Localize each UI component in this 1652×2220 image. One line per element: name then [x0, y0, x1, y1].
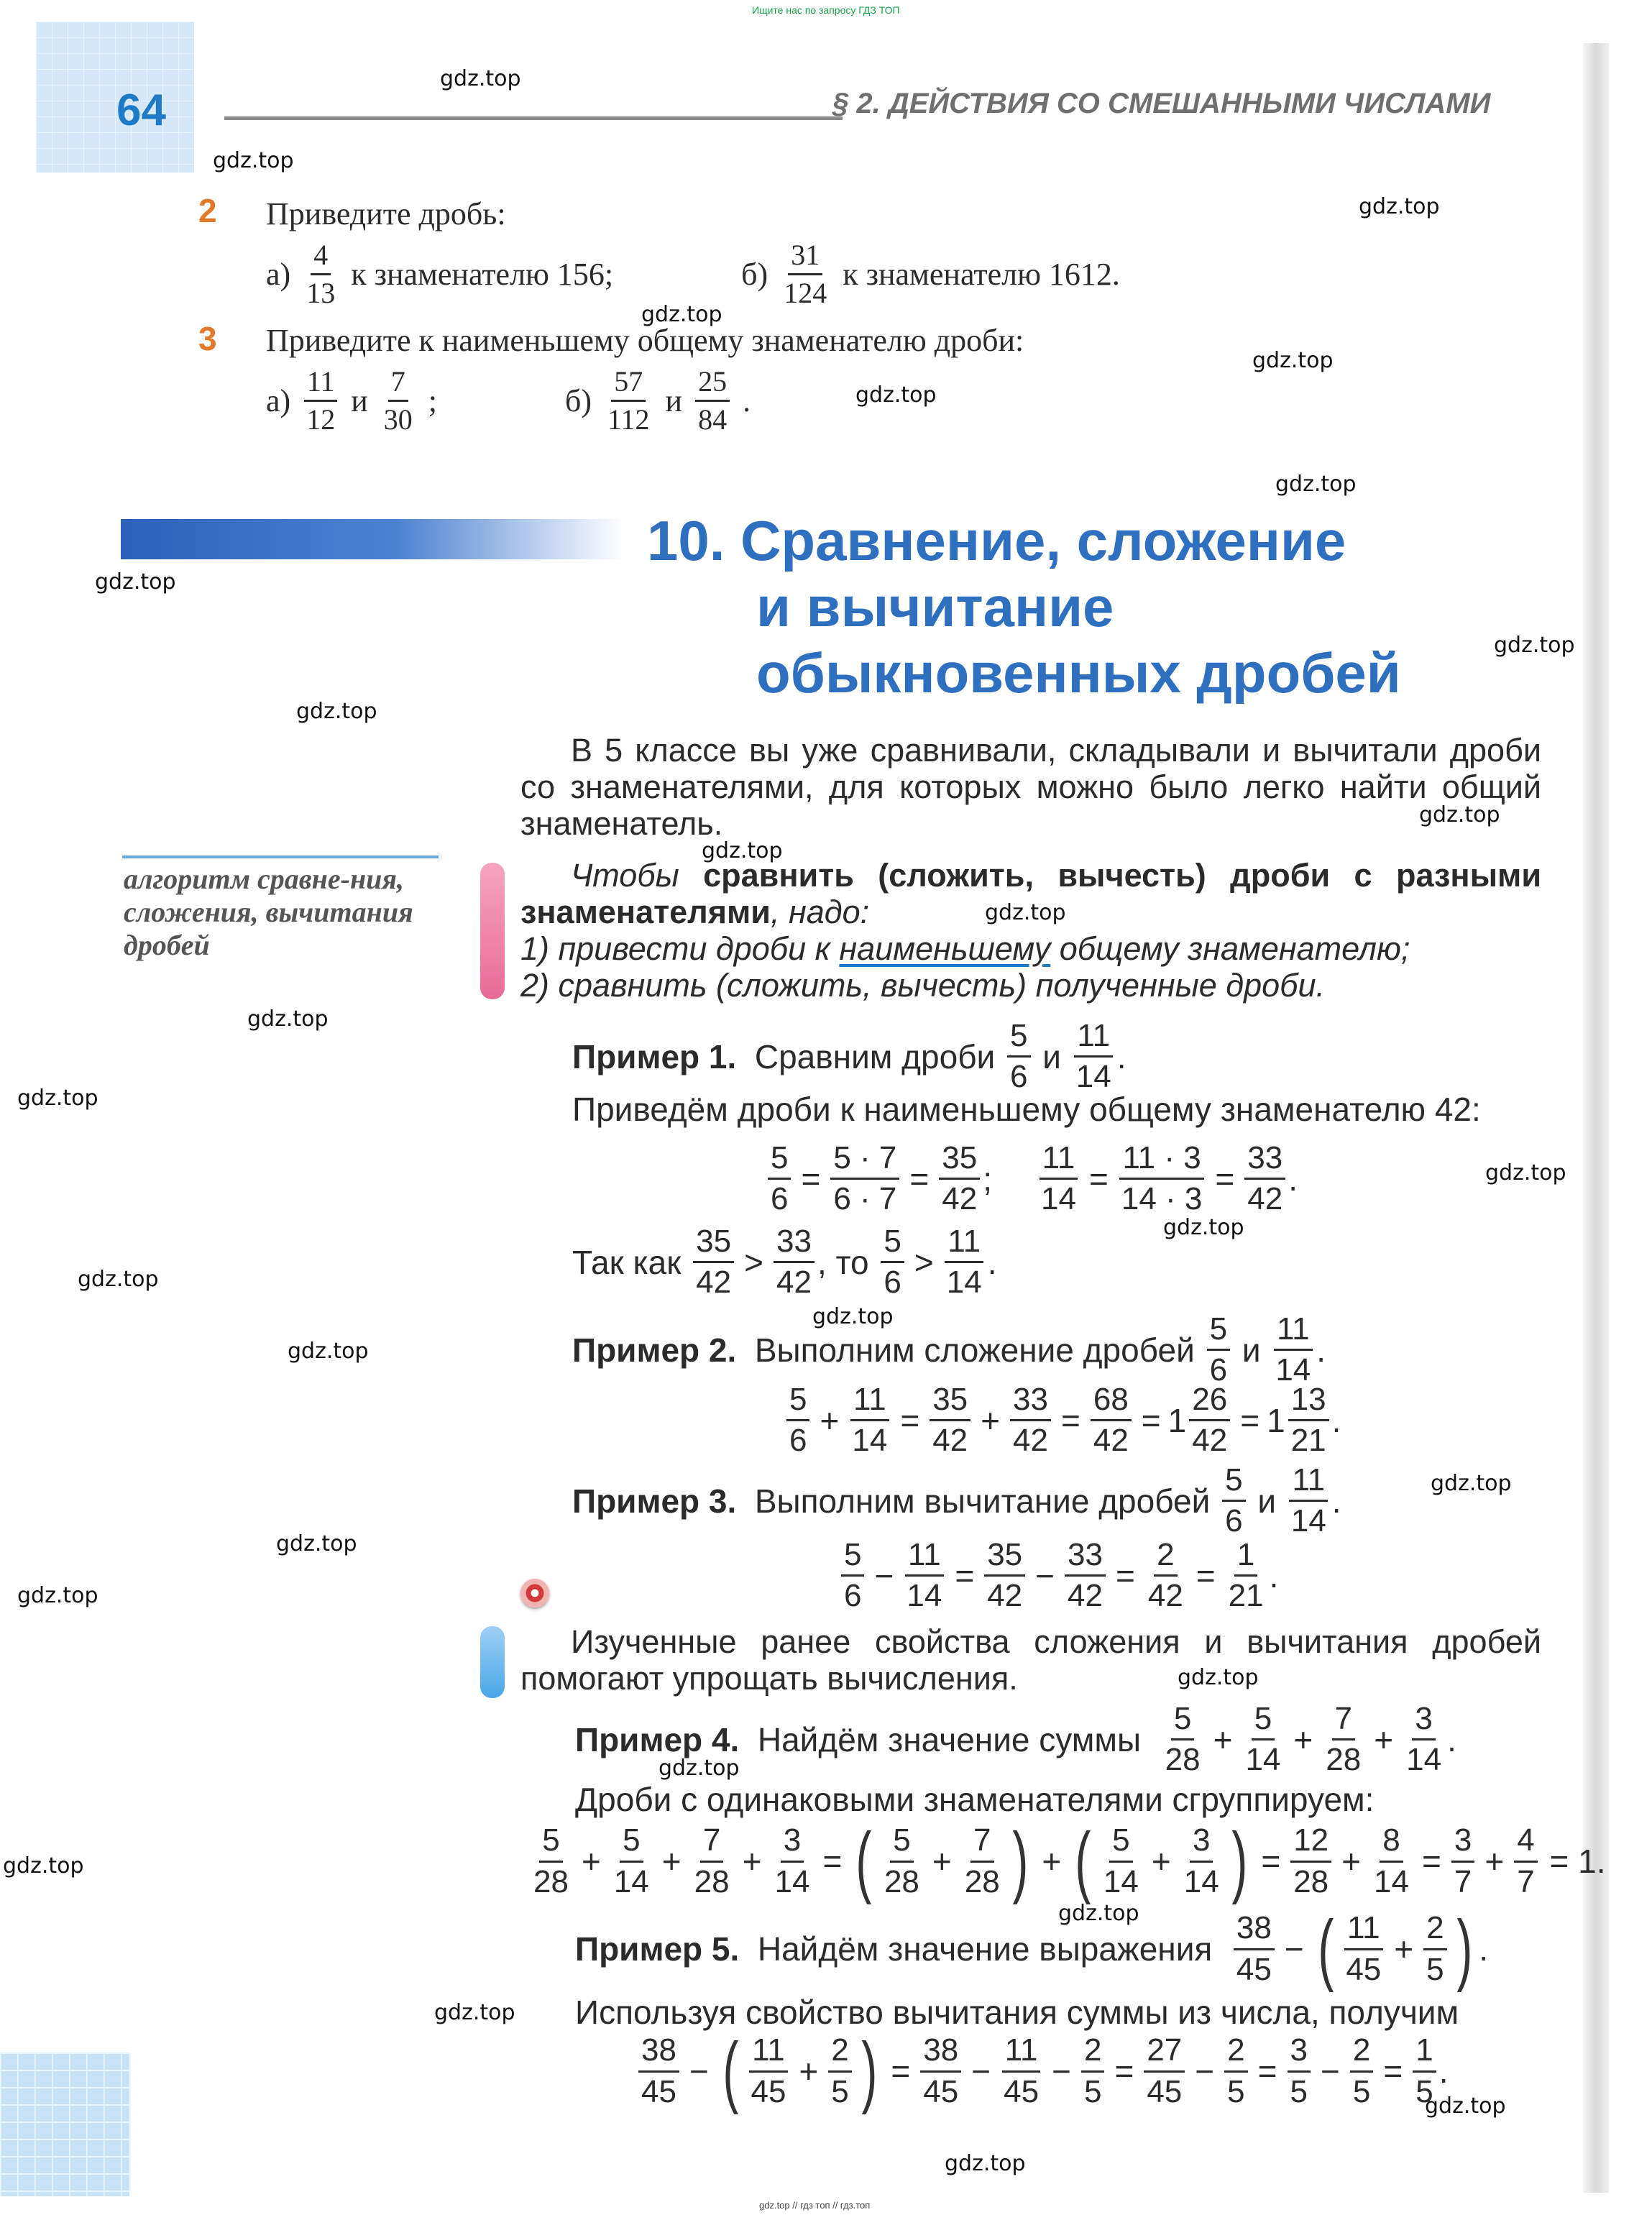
header-title: § 2. ДЕЙСТВИЯ СО СМЕШАННЫМИ ЧИСЛАМИ [832, 88, 1491, 119]
watermark: gdz.top [855, 382, 937, 408]
task3-text: Приведите к наименьшему общему знаменателю дроби: [266, 323, 1024, 358]
section-bar [121, 519, 624, 559]
watermark: gdz.top [1419, 802, 1500, 827]
rule-paragraph: Чтобы сравнить (сложить, вычесть) дроби с разными знаменателями, надо: 1) привести дроби к наименьшему общему знаменателю; 2) сравнить (сложить, вычесть) полученные дроби. [520, 857, 1541, 1004]
watermark: gdz.top [1485, 1160, 1566, 1185]
fraction: $\frac{57}{112}$ [607, 365, 650, 436]
example1-heading: Пример 1. Сравним дроби $\frac{5}{6}$ и $\frac{11}{14}$ . [572, 1018, 1126, 1095]
task3-items: а) $\frac{11}{12}$ и $\frac{7}{30}$ ; б) $\frac{57}{112}$ и $\frac{25}{84}$ . [266, 365, 751, 436]
task2-items: а) $\frac{4}{13}$ к знаменателю 156; б) $\frac{31}{124}$ к знаменателю 1612. [266, 239, 1120, 309]
watermark: gdz.top [985, 900, 1066, 925]
fraction: $\frac{7}{30}$ [383, 365, 413, 436]
watermark: gdz.top [78, 1267, 159, 1292]
margin-note: алгоритм сравне-ния, сложения, вычитания дробей [124, 863, 413, 961]
example1-conversion: $\frac{5}{6}$ = $\frac{5 \cdot 7}{6 \cdot 7}$ = $\frac{35}{42}$ ; $\frac{11}{14}$ = $\frac{11 \cdot 3}{14 \cdot 3}$ = $\frac{33}{42}$ . [765, 1142, 1298, 1216]
fraction: $\frac{31}{124}$ [784, 239, 827, 309]
properties-paragraph: Изученные ранее свойства сложения и вычитания дробей помогают упрощать вычисления. [520, 1623, 1541, 1697]
task-number: 3 [198, 320, 217, 357]
example5-calculation: $\frac{38}{45}$ − ( $\frac{11}{45}$ + $\frac{2}{5}$ ) = $\frac{38}{45}$ − $\frac{11}{45}$ − $\frac{2}{5}$ = $\frac{27}{45}$ − $\frac{2}{5}$ = $\frac{3}{5}$ − $\frac{2}{5}$ = $\frac{1}{5}$ . [635, 2032, 1448, 2111]
info-marker [480, 1626, 505, 1698]
bottom-note: gdz.top // гдз топ // гдз.топ [759, 2200, 871, 2211]
task-number: 2 [198, 192, 217, 229]
example3-calculation: $\frac{5}{6}$ − $\frac{11}{14}$ = $\frac{35}{42}$ − $\frac{33}{42}$ = $\frac{2}{42}$ = $\frac{1}{21}$ . [838, 1538, 1278, 1613]
example5-line2: Используя свойство вычитания суммы из числа, получим [575, 1994, 1459, 2031]
watermark: gdz.top [1494, 633, 1575, 658]
watermark: gdz.top [1431, 1471, 1512, 1496]
example4-line2: Дроби с одинаковыми знаменателями сгруппируем: [575, 1781, 1375, 1818]
watermark: gdz.top [1275, 472, 1357, 497]
watermark: gdz.top [1359, 194, 1440, 219]
rule-marker [480, 863, 505, 999]
example4-heading: Пример 4. Найдём значение суммы $\frac{5}{28}$ + $\frac{5}{14}$ + $\frac{7}{28}$ + $\frac{3}{14}$ . [575, 1701, 1456, 1778]
watermark: gdz.top [3, 1853, 84, 1879]
watermark: gdz.top [1252, 348, 1334, 373]
watermark: gdz.top [95, 569, 176, 595]
fraction: $\frac{11}{12}$ [303, 367, 338, 435]
example1-line2: Приведём дроби к наименьшему общему знаменателю 42: [572, 1091, 1481, 1128]
bottom-tiles-decoration [0, 2052, 129, 2196]
watermark: gdz.top [812, 1304, 894, 1329]
fraction: $\frac{25}{84}$ [695, 367, 730, 435]
watermark: gdz.top [1425, 2093, 1506, 2119]
watermark: gdz.top [17, 1583, 98, 1608]
watermark: gdz.top [434, 2000, 515, 2025]
target-icon [520, 1579, 549, 1607]
header-rule [224, 116, 843, 120]
watermark: gdz.top [213, 148, 294, 173]
watermark: gdz.top [1058, 1901, 1139, 1926]
watermark: gdz.top [276, 1531, 357, 1556]
watermark: gdz.top [1178, 1665, 1259, 1690]
example3-heading: Пример 3. Выполним вычитание дробей $\frac{5}{6}$ и $\frac{11}{14}$ . [572, 1462, 1341, 1539]
watermark: gdz.top [945, 2151, 1026, 2176]
corner-tiles-decoration [36, 22, 194, 173]
task2-text: Приведите дробь: [266, 196, 506, 231]
example2-calculation: $\frac{5}{6}$ + $\frac{11}{14}$ = $\frac{35}{42}$ + $\frac{33}{42}$ = $\frac{68}{42}$ = 1 $\frac{26}{42}$ = 1 $\frac{13}{21}$ . [784, 1383, 1341, 1457]
watermark: gdz.top [247, 1006, 329, 1032]
watermark: gdz.top [440, 66, 521, 91]
watermark: gdz.top [702, 838, 783, 863]
example4-calculation: $\frac{5}{28}$ + $\frac{5}{14}$ + $\frac{7}{28}$ + $\frac{3}{14}$ = ( $\frac{5}{28}$ + $\frac{7}{28}$ ) + ( $\frac{5}{14}$ + $\frac{3}{14}$ ) = $\frac{12}{28}$ + $\frac{8}{14}$ = $\frac{3}{7}$ + $\frac{4}{7}$ = 1. [533, 1817, 1606, 1905]
watermark: gdz.top [296, 699, 377, 724]
watermark: gdz.top [288, 1339, 369, 1364]
page-number: 64 [116, 86, 166, 135]
intro-paragraph: В 5 классе вы уже сравнивали, складывали и вычитали дроби со знаменателями, для которых можно было легко найти общий знаменатель. [520, 732, 1541, 842]
watermark: gdz.top [1163, 1215, 1244, 1240]
example5-heading: Пример 5. Найдём значение выражения $\frac{38}{45}$ − ( $\frac{11}{45}$ + $\frac{2}{5}$ ) . [575, 1904, 1489, 1993]
example1-conclusion: Так как $\frac{35}{42}$ > $\frac{33}{42}$ , то $\frac{5}{6}$ > $\frac{11}{14}$ . [572, 1224, 997, 1301]
watermark: gdz.top [17, 1086, 98, 1111]
top-search-note: Ищите нас по запросу ГДЗ ТОП [752, 4, 900, 16]
watermark: gdz.top [658, 1756, 740, 1781]
watermark: gdz.top [641, 302, 722, 327]
fraction: $\frac{5}{6}$ [1007, 1019, 1030, 1093]
fraction: $\frac{4}{13}$ [306, 239, 336, 309]
margin-rule [122, 856, 439, 858]
example2-heading: Пример 2. Выполним сложение дробей $\frac{5}{6}$ и $\frac{11}{14}$ . [572, 1311, 1326, 1388]
fraction: $\frac{11}{14}$ [1073, 1019, 1114, 1093]
section-title: 10. Сравнение, сложение и вычитание обыкновенных дробей [647, 509, 1401, 705]
